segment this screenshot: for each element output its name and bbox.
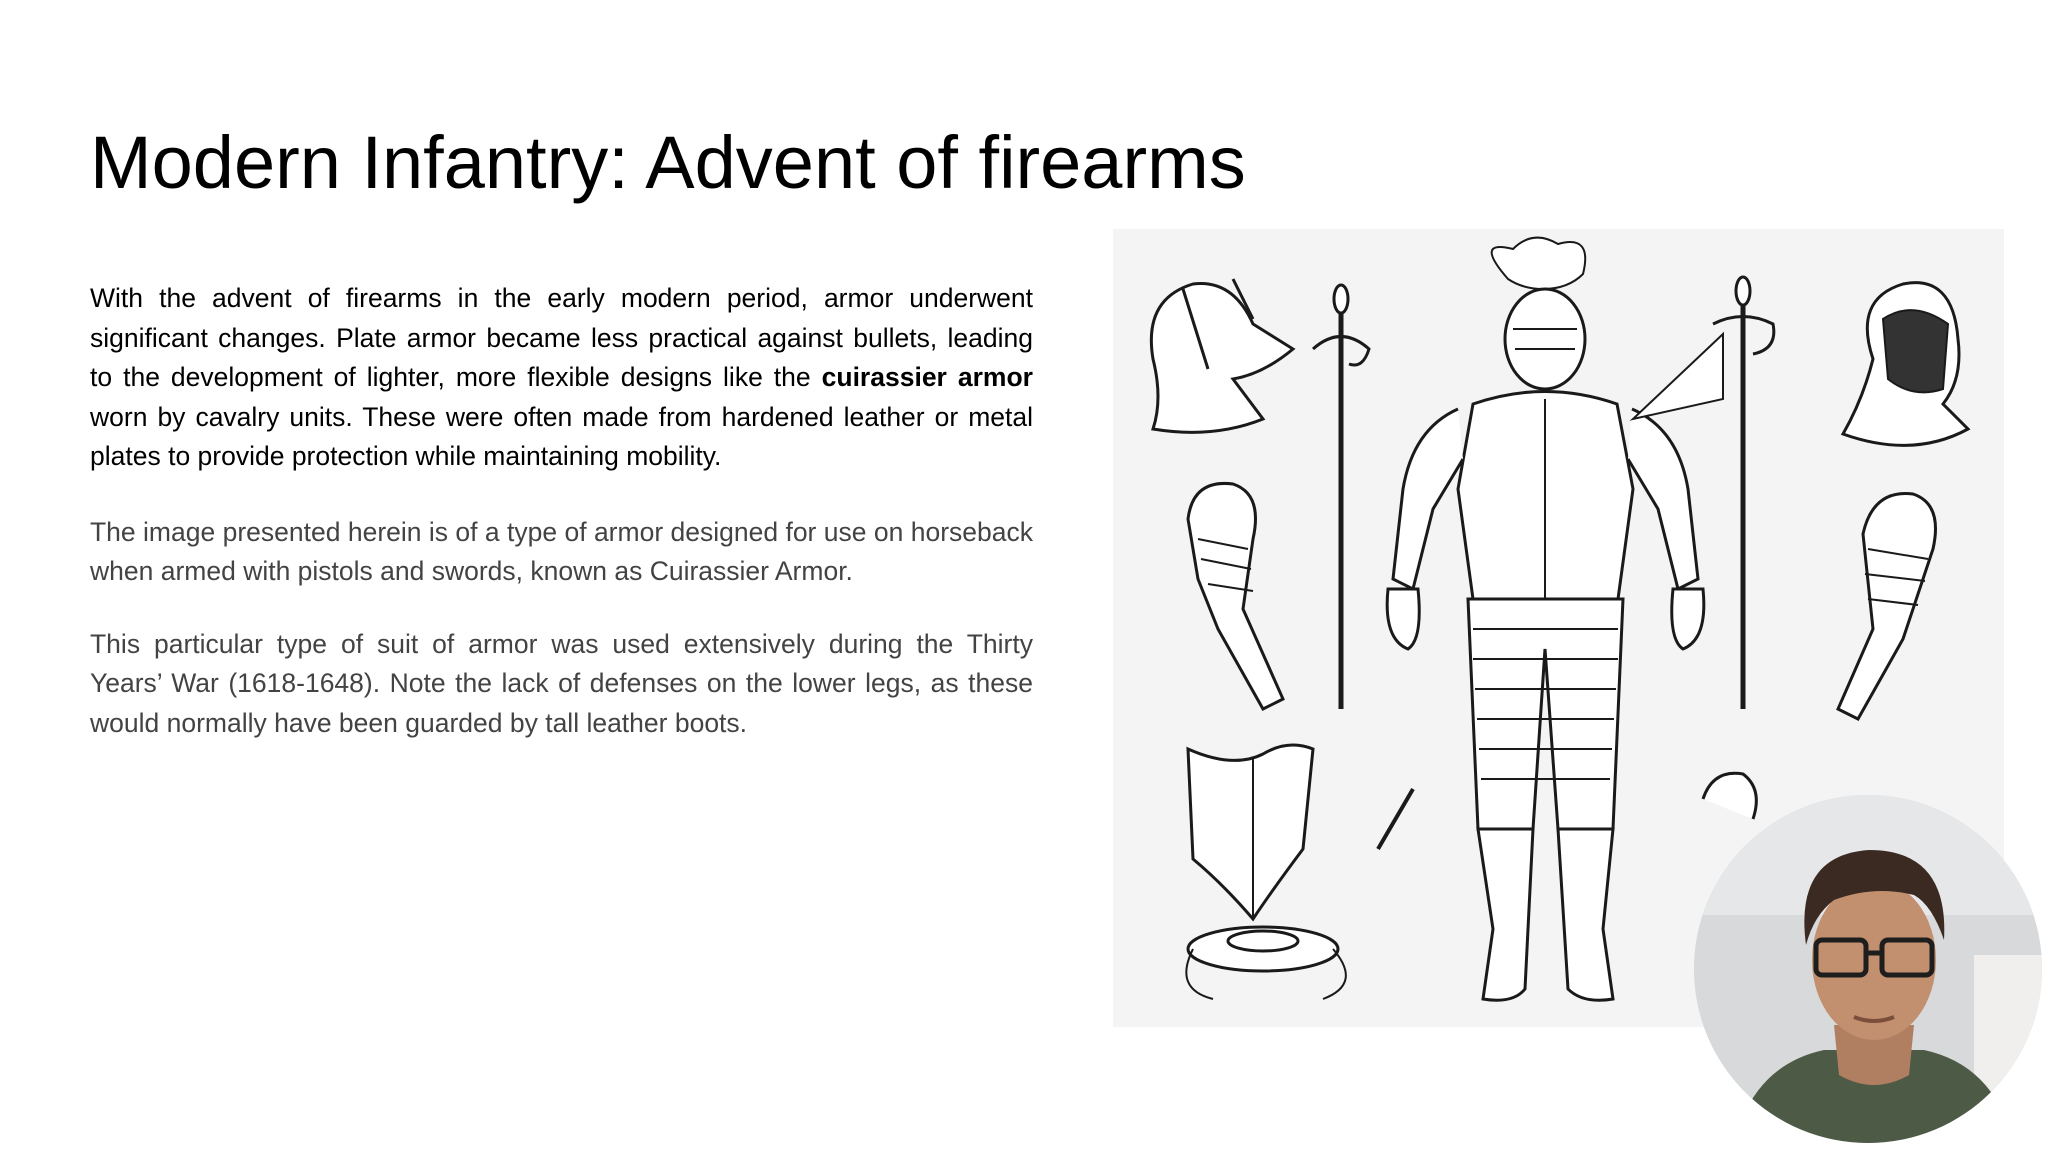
paragraph-1-bold-term: cuirassier armor [821,362,1033,392]
presenter-avatar [1694,795,2042,1143]
paragraph-2: The image presented herein is of a type of armor designed for use on horseback when armed with pistols and swords, known as Cuirassier Armor. [90,516,1033,586]
slide-title: Modern Infantry: Advent of firearms [90,121,1246,204]
paragraph-3: This particular type of suit of armor was used extensively during the Thirty Years’ War (1618-1648). Note the lack of defenses on the lower legs, as these would normally have been guarded by tall leather boots. [90,628,1033,738]
paragraph-1 [90,279,1033,477]
slide-body [90,279,1033,743]
paragraph-1-rest: worn by cavalry units. These were often made from hardened leather or metal plates to provide protection while maintaining mobility. [90,401,1033,471]
paragraph-1-intro: With the advent of firearms in the early modern period, armor underwent significant changes. Plate armor became less practical against bullets, leading to the development of lighter, more flexible designs like the [90,283,1033,392]
presenter-webcam [1694,795,2042,1143]
